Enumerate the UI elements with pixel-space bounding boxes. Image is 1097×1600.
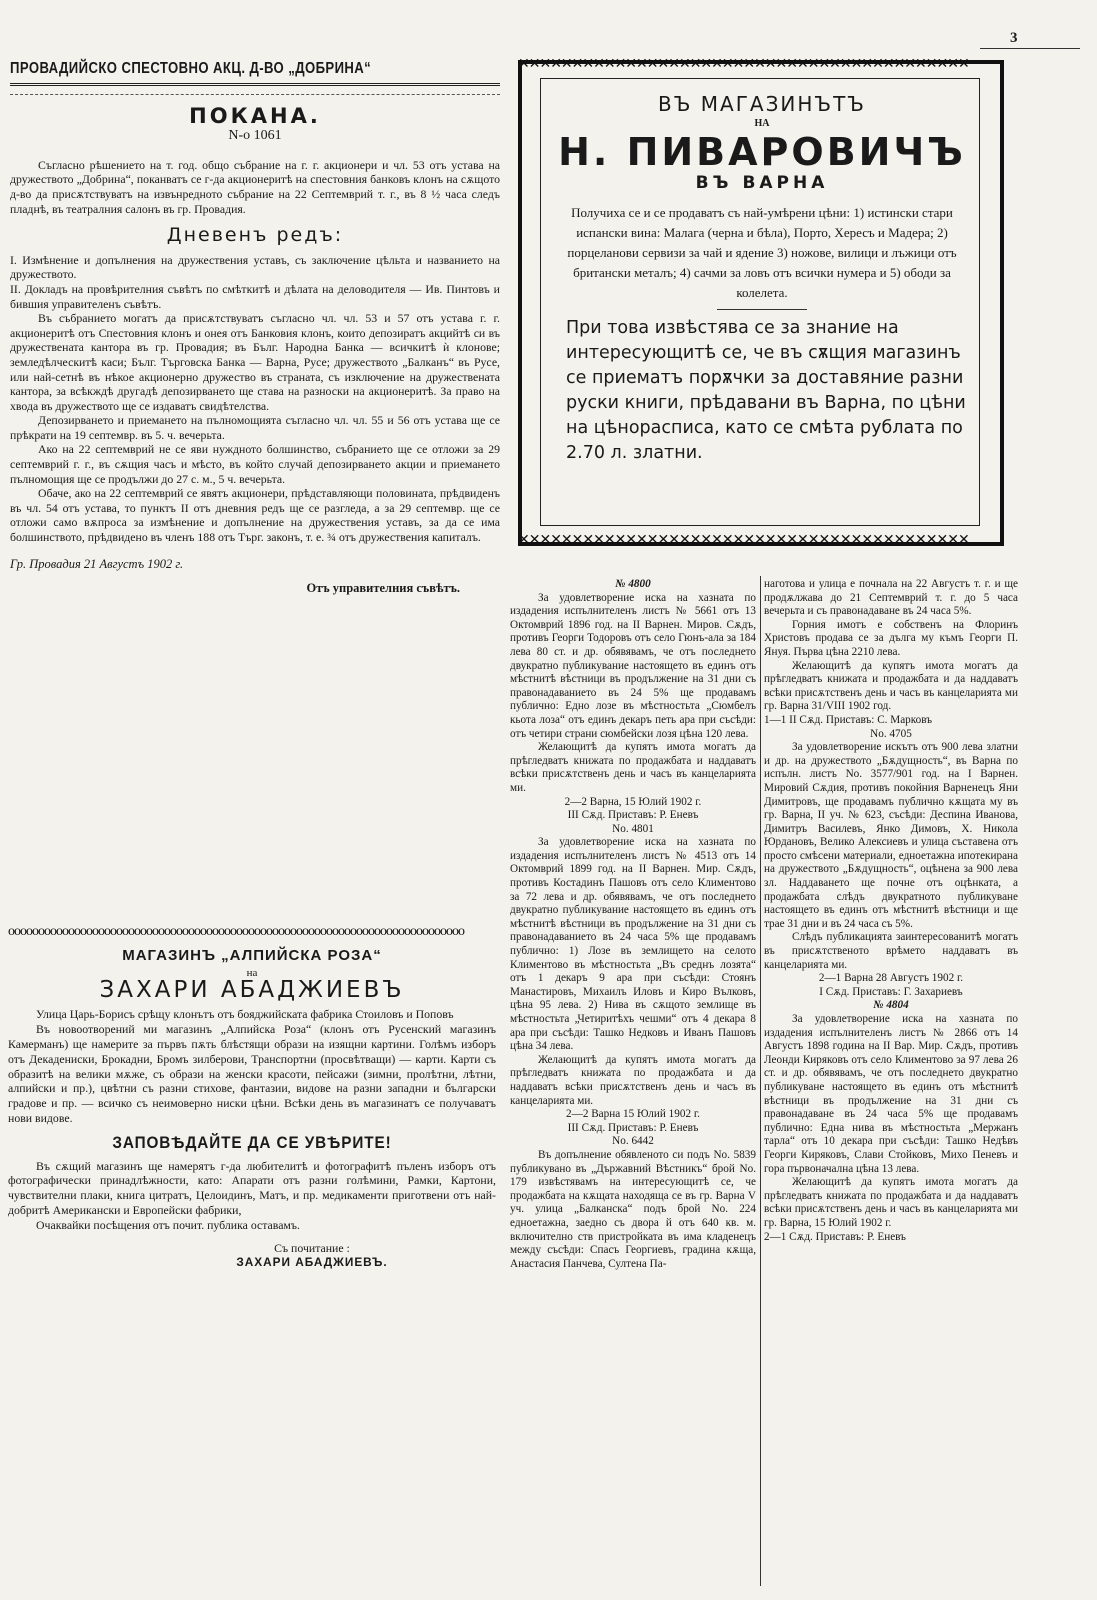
notice-number: No. 4801 xyxy=(612,822,654,835)
notice-date: 2—2 Варна, 15 Юлий 1902 г. xyxy=(564,795,702,808)
alpiyska-signature: ЗАХАРИ АБАДЖИЕВЪ. xyxy=(236,1255,388,1270)
notice-bailiff: 2—1 Сѫд. Приставъ: Р. Еневъ xyxy=(764,1230,906,1243)
alpiyska-title: МАГАЗИНЪ „АЛПИЙСКА РОЗА“ xyxy=(122,947,382,964)
pivarovich-name: Н. ПИВАРОВИЧЪ xyxy=(558,130,966,174)
pokana-notice xyxy=(10,62,500,596)
pivarovich-line1: ВЪ МАГАЗИНЪТЪ xyxy=(658,92,866,116)
alpiyska-advert xyxy=(8,925,496,1270)
notice-tail: Слѣдъ публикацията заинтересованитѣ могатъ въ присѫтственото врѣмето наддаватъ въ канцеларията ми. xyxy=(764,931,1018,971)
notice-tail: Горния имотъ е собственъ на Флоринъ Христовъ продава се за дълга му къмъ Георги П. Януя. Първа цѣна 2210 лева. xyxy=(764,618,1018,658)
notice-number: № 4800 xyxy=(615,578,651,590)
column-divider xyxy=(760,576,761,1586)
notice-body: За удовлетворение иска на хазната по издадения испълнителенъ листъ № 2866 отъ 14 Августъ 1898 година на II Вар. Мир. Сѫдъ, противъ Леонди Киряковъ отъ село Климентово за 97 лева 26 ст. и др. обявявамъ, че отъ последнето двукратно публикуване настоящето въ единъ отъ мѣстнитѣ вѣстници въ продължение на 31 дни съ правонадаване въ 24 часа 5% ще продавамъ публично: Една нива въ мѣстностьта „Мержанъ тарла“ отъ 10 декара при съсѣди: Ташко Недѣвъ Георги Киряковъ, Слави Стойковъ, Михо Пеневъ и гора първоначална цѣна 13 лева. xyxy=(764,1013,1018,1175)
pivarovich-goods: Получиха се и се продаватъ съ най-умѣрени цѣни: 1) истински стари испански вина: Малага (черна и бѣла), Порто, Хересъ и Мадера; 2) порцеланови сервизи за чай и ядение 3) ножове, вилици и лъжици отъ британски металъ; 4) сачми за ловъ отъ всички нумера и 5) ободи за колелета. xyxy=(567,205,957,300)
notice-tail: Желающитѣ да купятъ имота могатъ да прѣгледватъ книжата по продажбата и наддаватъ всѣки присѫтственъ день и часъ въ канцеларията ми. xyxy=(510,741,756,794)
alpiyska-sig-pre: Съ почитание : xyxy=(274,1240,350,1255)
notice-body: Въ допълнение обявленото си подъ No. 5839 публикувано въ „Държавний Вѣстникъ“ брой No. 179 извѣстявамъ на интересующитѣ се, че продажбата на кѫщата находяща се въ гр. Варна V уч. улица „Балканска“ подъ брой No. 224 едноетажна, заедно съ двора й отъ 640 кв. м. включително ств пристройката въ има кладенецъ между съсѣди: Спасъ Георгиевъ, градина кѫща, Анастасия Панчева, Султена Па- xyxy=(510,1148,756,1270)
notice-date: 2—1 Варна 28 Августъ 1902 г. xyxy=(818,972,964,985)
notices-right-column xyxy=(764,578,1018,1244)
notice-number: No. 4705 xyxy=(870,727,912,740)
pokana-signature: Отъ управителния съвѣтъ. xyxy=(306,581,460,596)
pivarovich-na: НА xyxy=(754,118,770,129)
ornament-border-bottom: ✕✕✕✕✕✕✕✕✕✕✕✕✕✕✕✕✕✕✕✕✕✕✕✕✕✕✕✕✕✕✕✕✕✕✕✕✕✕✕✕✕✕ xyxy=(518,534,969,548)
notice-body: За удовлетворение иска на хазната по издадения испълнителенъ листъ № 5661 отъ 13 Октомврий 1896 год. на II Варнен. Миров. Сѫдъ, противъ Георги Тодоровъ отъ село Гюнъ-ала за 184 лева 80 ст. и др. обявявамъ, че отъ последнето двукратно публикувание настоящето въ единъ отъ мѣстнитѣ вѣстници въ продължение на 31 дни съ правонадаванието въ 24 5% ще продавамъ публично: Едно лозе въ мѣстностьта „Сюмбелъ кьота лоза“ отъ единъ декаръ петь ара при съсѣди: отъ четири страни сюмбейски лозя цѣна 120 лева. xyxy=(510,591,756,740)
notice-bailiff: III Сѫд. Приставъ: Р. Еневъ xyxy=(567,1121,699,1134)
notice-tail: Желающитѣ да купятъ имота могатъ да прѣгледватъ книжата по продажбата и да наддаватъ всѣки присѫтственъ день и часъ въ канцеларията ми гр. Варна, 15 Юлий 1902 г. xyxy=(764,1176,1018,1229)
alpiyska-na: на xyxy=(246,966,258,979)
notice-number: № 4804 xyxy=(873,999,909,1012)
alpiyska-body: Въ новоотворений ми магазинъ „Алпийска Роза“ (клонъ отъ Русенский магазинъ Камерманъ) ще намерите за първъ пѫть блѣстящи образи на изящни картини. Голѣмъ изборъ отъ Декадениски, Брокадни, Бромъ зилберови, Транспортни (просвѣтващи) — карти. Карти съ образитѣ на велики мѫже, съ образи на женски красоти, пейсажи (зимни, пролѣтни, лѣтни, алпийски и пр.), цвѣтни съ разни стихове, фантазии, видове на разни западни и български градове и пр. — всичко съ неимоверно ниски цѣни. Всѣки день въ магазинатъ се получаватъ нови видове. xyxy=(8,1022,496,1125)
agenda-item-2: II. Докладъ на провѣрителния съвѣтъ по смѣткитѣ и дѣлата на деловодителя — Ив. Пинтовъ и бившия управителенъ съвѣтъ. xyxy=(10,281,500,311)
pokana-intro: Съгласно рѣшението на т. год. общо събрание на г. г. акционери и чл. 53 отъ устава на дружеството „Добрина“, поканватъ се г-да акционеритѣ на спестовния банковъ клонъ на сѫщото д-во да присѫтствуватъ на извънредното събрание на 22 Септемврий т. г., въ 8 ½ часа следъ пладнѣ, въ театралния салонъ въ гр. Провадия. xyxy=(10,157,500,216)
notice-number: No. 6442 xyxy=(612,1135,654,1148)
pokana-body-4: Обаче, ако на 22 септемврий се явятъ акционери, прѣдставляющи половината, прѣдвиденъ въ чл. 54 отъ устава, то пунктъ II отъ дневния редъ ще се разгледа, а за 29 септемвр. ще се отложи само вѫпроса за измѣнение и допълнение на дружествения уставъ, за да се има болшинството, прѣдвидено въ членъ 188 отъ Търг. законъ, т. е. ¾ отъ дружествения капиталъ. xyxy=(10,486,500,545)
alpiyska-cta: ЗАПОВѢДАЙТЕ ДА СЕ УВѢРИТЕ! xyxy=(112,1132,392,1152)
pokana-body-2: Депозирването и приемането на пълномощията съгласно чл. чл. 55 и 56 отъ устава ще се прѣкрати на 19 септемвр. въ 5. ч. вечерьта. xyxy=(10,413,500,442)
notice-bailiff: I Сѫд. Приставъ: Г. Захариевъ xyxy=(819,985,963,998)
masthead: ПРОВАДИЙСКО СПЕСТОВНО АКЦ. Д-ВО „ДОБРИНА“ xyxy=(10,60,372,77)
page-number: 3 xyxy=(1010,30,1018,46)
notice-bailiff: 1—1 II Сѫд. Приставъ: С. Марковъ xyxy=(764,713,933,726)
pivarovich-advert xyxy=(548,92,976,466)
alpiyska-closing: Очаквайки посѣщения отъ почит. публика оставамъ. xyxy=(36,1217,300,1232)
notice-date: 2—2 Варна 15 Юлий 1902 г. xyxy=(566,1108,700,1121)
pivarovich-books: При това извѣстява се за знание на интересующитѣ се, че въ сѫщия магазинъ се приематъ порѫчки за доставяние разни руски книги, прѣдавани въ Варна, по цѣни на цѣнораспиcа, като се смѣта рублата по 2.70 л. златни. xyxy=(566,318,966,463)
agenda-item-1: I. Измѣнение и допълнения на дружествения уставъ, съ заключение цѣльта и названието на дружеството. xyxy=(10,252,500,282)
pokana-body-3: Ако на 22 септемврий не се яви нуждното болшинство, събранието ще се отложи за 29 септемврий г. г., въ сѫщия часъ и мѣсто, въ който случай депозирването акции и приемането пълномощия ще се продължи до 27 с. м., 5 ч. вечерьта. xyxy=(10,442,500,486)
top-rule xyxy=(980,48,1080,49)
pokana-number: N-о 1061 xyxy=(228,128,282,144)
notice-tail: Желающитѣ да купятъ имота могатъ да прѣгледватъ книжата по продажбата и да наддаватъ всѣки присѫтственъ день и часъ въ канцеларията ми. xyxy=(510,1053,756,1107)
chain-border-top: oooooooooooooooooooooooooooooooooooooooooooooooooooooooooooooooooooooooooooo xyxy=(8,925,464,939)
notice-body: За удовлетворение искътъ отъ 900 лева златни и др. на дружеството „Бѫдущность“, въ Варна по испълн. листъ No. 3577/901 год. на I Варнен. Мировий Сѫдия, противъ покойния Варненецъ Яни Димитровъ, ще продавамъ публично кѫщата му въ гр. Варна, II уч. № 623, съсѣди: Деспина Иванова, Димитръ Василевъ, Янко Димовъ, Х. Никола Юрдановъ, Велико Алексиевъ и улица съставена отъ просто смѣсени материали, едноетажна ипотекирана на дружеството „Бѫдущность“, оцѣнена за 900 лева зл. Наддаването ще почне отъ оцѣнката, а продажбата слѣдъ двукратното публикуване настоящето въ единъ отъ мѣстнитѣ вѣстници и ще трае 31 дни и въ 24 часа съ 5%. xyxy=(764,741,1018,930)
notice-tail: Желающитѣ да купятъ имота могатъ да прѣгледватъ книжата и продажбата и да наддаватъ всѣки присѫтственъ день и часъ въ канцеларията ми гр. Варна 31/VIII 1902 год. xyxy=(764,659,1018,713)
notices-middle-column xyxy=(510,578,756,1271)
pokana-body-1: Въ събранието могатъ да присѫтствуватъ съгласно чл. чл. 53 и 57 отъ устава г. г. акционеритѣ отъ Спестовния клонъ и онея отъ Банковия клонъ, които депозиратъ акцийтѣ си въ дружествената кантора въ гр. Провадия; въ Бълг. Народна Банка — всичкитѣ ѝ клонове; земледѣлческитѣ каси; Бълг. Търговска Банка — Варна, Русе; дружеството „Балканъ“ въ Русе, или най-сетнѣ въ нѣкое акционерно дружество въ страната, съ изключение на дружествената кантора, за всѣкждѣ другадѣ депозирването ще става на разноски на акционеритѣ. За право на хвода въ дружеството ще се издаватъ свидѣтелства. xyxy=(10,311,500,413)
wave-rule xyxy=(10,88,500,95)
notice-body: За удовлетворение иска на хазната по издадения испълнителенъ листъ № 4513 отъ 14 Октомврий 1899 год. на II Варнен. Мир. Сѫдъ, противъ Костадинъ Пашовъ отъ село Климентово за 72 лева и др. обявявамъ, че отъ последнето двукратно публикувание настоящето въ единъ отъ мѣстнитѣ вѣстници въ продължение на 31 дни съ правонадаванието въ 24 часа 5% ще продавамъ публично: 1) Лозе въ землището на селото Климентово въ мѣстностьта „Въ среднъ лозята“ отъ 1 декаръ 9 ара при съсѣди: Стоянъ Манастировъ, Михаилъ Иловъ и Киро Вълковъ, цѣна 95 лева. 2) Нива въ сѫщото землище въ мѣстностьта „Четиритѣхъ чешми“ отъ 4 декара 8 ара при съсѣди: Ташко Недковъ и Иванъ Пашовъ цѣна 34 лева. xyxy=(510,836,756,1053)
pokana-title: ПОКАНА. xyxy=(189,103,321,128)
alpiyska-address: Улица Царь-Борисъ срѣщу клонътъ отъ бояджийската фабрика Стоиловъ и Поповъ xyxy=(36,1007,454,1022)
masthead-rule xyxy=(10,83,500,86)
pivarovich-city: ВЪ ВАРНА xyxy=(695,173,829,193)
alpiyska-owner-name: ЗАХАРИ АБАДЖИЕВЪ xyxy=(99,976,405,1003)
ornament-border-top: ✕✕✕✕✕✕✕✕✕✕✕✕✕✕✕✕✕✕✕✕✕✕✕✕✕✕✕✕✕✕✕✕✕✕✕✕✕✕✕✕✕✕ xyxy=(518,58,969,72)
pivarovich-divider xyxy=(717,309,807,310)
notice-bailiff: III Сѫд. Приставъ: Р. Еневъ xyxy=(567,809,699,822)
pokana-date: Гр. Провадия 21 Августъ 1902 г. xyxy=(10,556,184,571)
alpiyska-photo-supplies: Въ сѫщий магазинъ ще намерятъ г-да любителитѣ и фотографитѣ пъленъ изборъ отъ фотографически принадлѣжности, като: Апарати отъ разни голѣмини, Рамки, Картони, чувствителни плаки, книга цитратъ, Целоидинъ, Матъ, и пр. медикаменти приготвени отъ най-добритѣ Американски и Европейски фабрики, xyxy=(8,1158,496,1217)
agenda-title: Дневенъ редъ: xyxy=(166,224,344,247)
notice-body: наготова и улица е почнала на 22 Августъ т. г. и ще продѫлжава до 21 Септемврий т. г. до 5 часа вечерьта и съ правонадаване въ 24 часа 5%. xyxy=(764,578,1018,618)
